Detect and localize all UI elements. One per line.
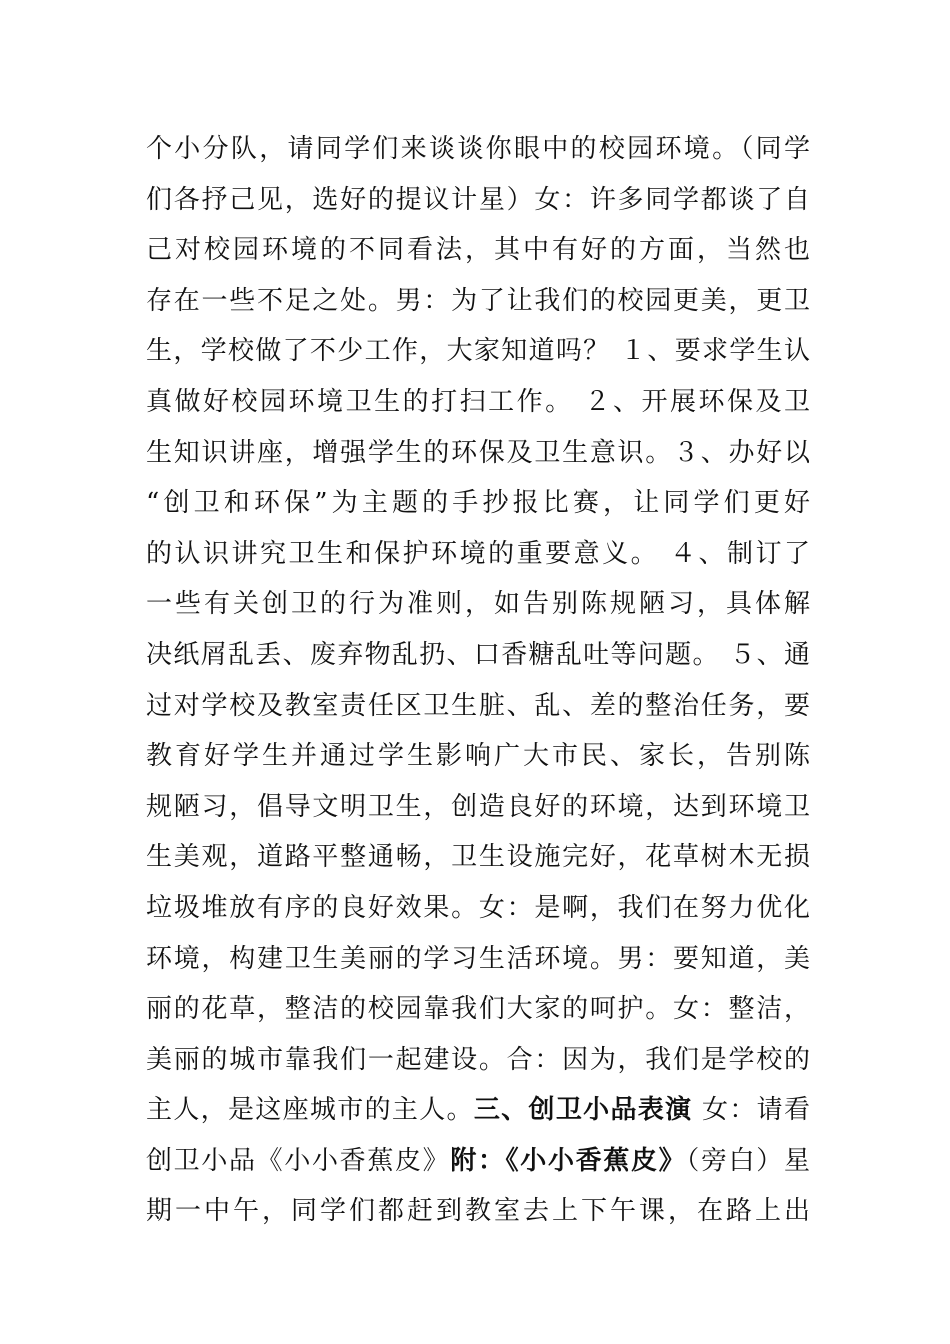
text-line-16: 垃圾堆放有序的良好效果。女：是啊，我们在努力优化 <box>146 892 810 923</box>
text-line-5: 生，学校做了不少工作，大家知道吗？ １、要求学生认 <box>146 336 810 367</box>
text-line-22: 期一中午，同学们都赶到教室去上下午课，在路上出 <box>146 1196 810 1227</box>
text-line-4: 存在一些不足之处。男：为了让我们的校园更美，更卫 <box>146 285 810 316</box>
text-line-17: 环境，构建卫生美丽的学习生活环境。男：要知道，美 <box>146 943 810 974</box>
body-text <box>146 124 810 1237</box>
text-line-1: 个小分队，请同学们来谈谈你眼中的校园环境。（同学 <box>146 134 810 164</box>
text-line-9: 的认识讲究卫生和保护环境的重要意义。 ４、制订了 <box>146 538 810 569</box>
text-line-18: 丽的花草，整洁的校园靠我们大家的呵护。女：整洁， <box>146 994 810 1025</box>
text-line-3: 己对校园环境的不同看法，其中有好的方面，当然也 <box>146 235 810 266</box>
text-line-19: 美丽的城市靠我们一起建设。合：因为，我们是学校的 <box>146 1044 810 1075</box>
text-line-12: 过对学校及教室责任区卫生脏、乱、差的整治任务，要 <box>146 690 810 721</box>
text-line-11: 决纸屑乱丢、废弃物乱扔、口香糖乱吐等问题。 ５、通 <box>146 639 810 670</box>
text-line-7: 生知识讲座，增强学生的环保及卫生意识。３、办好以 <box>146 437 810 468</box>
line-21-tail: （旁白）星 <box>686 1145 810 1176</box>
text-line-15: 生美观，道路平整通畅，卫生设施完好，花草树木无损 <box>146 842 810 873</box>
text-line-2: 们各抒己见，选好的提议计星）女：许多同学都谈了自 <box>146 184 810 215</box>
text-line-10: 一些有关创卫的行为准则，如告别陈规陋习，具体解 <box>146 589 810 620</box>
text-line-21 <box>146 1136 810 1187</box>
appendix-heading: 附：《小小香蕉皮》 <box>450 1145 687 1176</box>
text-line-14: 规陋习，倡导文明卫生，创造良好的环境，达到环境卫 <box>146 791 810 822</box>
text-line-13: 教育好学生并通过学生影响广大市民、家长，告别陈 <box>146 741 810 772</box>
line-20-tail: 女：请看 <box>692 1095 810 1126</box>
text-line-8: “创卫和环保”为主题的手抄报比赛，让同学们更好 <box>146 488 810 519</box>
section-heading: 三、创卫小品表演 <box>473 1095 693 1126</box>
line-20-text: 主人，是这座城市的主人。 <box>146 1095 474 1126</box>
text-line-20 <box>146 1085 810 1136</box>
text-line-6: 真做好校园环境卫生的打扫工作。 ２、开展环保及卫 <box>146 386 810 417</box>
line-21-text: 创卫小品《小小香蕉皮》 <box>146 1145 451 1176</box>
